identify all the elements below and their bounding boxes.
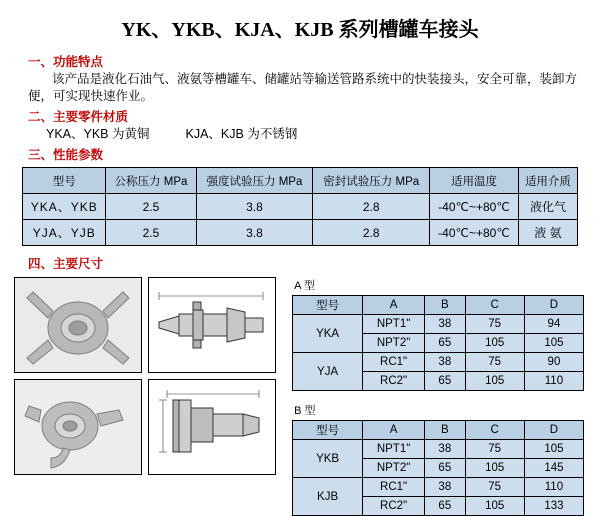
dim-b-cell: 133 [524,497,583,516]
photo-coupling-a [14,277,142,373]
spec-cell-medium: 液化气 [518,194,577,220]
table-row [23,194,578,220]
photo-row-b [14,379,284,475]
dim-b-cell: RC2" [363,497,425,516]
table-row [293,440,584,459]
dim-a-col-a: A [363,296,425,315]
spec-col-strength-test-pressure: 强度试验压力 MPa [196,168,313,194]
dim-a-model-yja: YJA [293,353,363,391]
dim-a-col-model: 型号 [293,296,363,315]
dim-b-cell: 75 [465,440,524,459]
section-heading-features: 一、功能特点 [28,55,104,69]
spec-col-temperature: 适用温度 [430,168,519,194]
spec-col-medium: 适用介质 [518,168,577,194]
dim-a-cell: 105 [465,334,524,353]
dim-a-cell: NPT2" [363,334,425,353]
spec-table [22,167,578,246]
dim-b-cell: 110 [524,478,583,497]
drawing-coupling-a [148,277,276,373]
spec-table-header-row [23,168,578,194]
spec-col-seal-test-pressure: 密封试验压力 MPa [313,168,430,194]
section-heading-material: 二、主要零件材质 [28,110,129,124]
section-heading-dimensions: 四、主要尺寸 [28,257,104,271]
spec-cell-temp: -40℃~+80℃ [430,194,519,220]
product-images [14,277,284,516]
dim-a-header-row [293,296,584,315]
spec-cell-strength: 3.8 [196,194,313,220]
photo-coupling-b [14,379,142,475]
dim-b-cell: 105 [524,440,583,459]
dim-b-col-c: C [465,421,524,440]
dim-a-cell: RC1" [363,353,425,372]
dim-table-b-label: B 型 [294,405,316,417]
dim-a-cell: 94 [524,315,583,334]
spec-cell-model: YJA、YJB [23,220,106,246]
dim-a-model-yka: YKA [293,315,363,353]
dim-a-cell: RC2" [363,372,425,391]
spec-cell-nominal: 2.5 [106,194,196,220]
drawing-coupling-b [148,379,276,475]
dim-b-col-d: D [524,421,583,440]
dim-table-a-label: A 型 [294,280,315,292]
dim-b-model-ykb: YKB [293,440,363,478]
dim-b-col-model: 型号 [293,421,363,440]
dim-b-model-kjb: KJB [293,478,363,516]
table-row [293,478,584,497]
spec-col-model: 型号 [23,168,106,194]
page-title: YK、YKB、KJA、KJB 系列槽罐车接头 [121,19,479,41]
dim-b-cell: 75 [465,478,524,497]
spec-col-nominal-pressure: 公称压力 MPa [106,168,196,194]
dim-a-cell: 38 [425,315,465,334]
dim-b-cell: 38 [425,440,465,459]
spec-cell-model: YKA、YKB [23,194,106,220]
dim-b-cell: 105 [465,497,524,516]
dim-a-cell: 105 [524,334,583,353]
dim-b-cell: NPT1" [363,440,425,459]
dim-b-col-b: B [425,421,465,440]
dim-a-cell: 65 [425,334,465,353]
features-paragraph: 该产品是液化石油气、液氨等槽罐车、储罐站等输送管路系统中的快装接头，安全可靠，装卸方便，可实现快速作业。 [28,72,578,103]
dim-table-b [292,420,584,516]
dim-b-cell: 145 [524,459,583,478]
dimension-tables [292,277,586,516]
material-left: YKA、YKB 为黄铜 [46,127,150,141]
photo-row-a [14,277,284,373]
dim-a-col-c: C [465,296,524,315]
material-line [28,126,584,143]
spec-cell-seal: 2.8 [313,194,430,220]
dim-b-col-a: A [363,421,425,440]
table-row [293,353,584,372]
spec-cell-nominal: 2.5 [106,220,196,246]
dim-b-cell: 65 [425,459,465,478]
dim-a-cell: 75 [465,315,524,334]
dim-a-cell: 105 [465,372,524,391]
dim-b-cell: 38 [425,478,465,497]
dim-a-cell: 38 [425,353,465,372]
dim-a-cell: 75 [465,353,524,372]
dim-table-a [292,295,584,391]
section-heading-performance: 三、性能参数 [28,148,104,162]
spec-cell-strength: 3.8 [196,220,313,246]
dim-a-cell: 110 [524,372,583,391]
table-row [23,220,578,246]
dim-a-col-b: B [425,296,465,315]
dim-a-cell: 65 [425,372,465,391]
table-gap [292,391,586,402]
dim-b-cell: 105 [465,459,524,478]
dim-a-col-d: D [524,296,583,315]
dimensions-area [14,277,586,516]
dim-b-cell: RC1" [363,478,425,497]
spec-cell-medium: 液 氨 [518,220,577,246]
dim-b-cell: 65 [425,497,465,516]
table-row [293,315,584,334]
dim-b-cell: NPT2" [363,459,425,478]
material-right: KJA、KJB 为不锈钢 [185,127,298,141]
spec-cell-temp: -40℃~+80℃ [430,220,519,246]
dim-a-cell: NPT1" [363,315,425,334]
dim-b-header-row [293,421,584,440]
dim-a-cell: 90 [524,353,583,372]
spec-cell-seal: 2.8 [313,220,430,246]
